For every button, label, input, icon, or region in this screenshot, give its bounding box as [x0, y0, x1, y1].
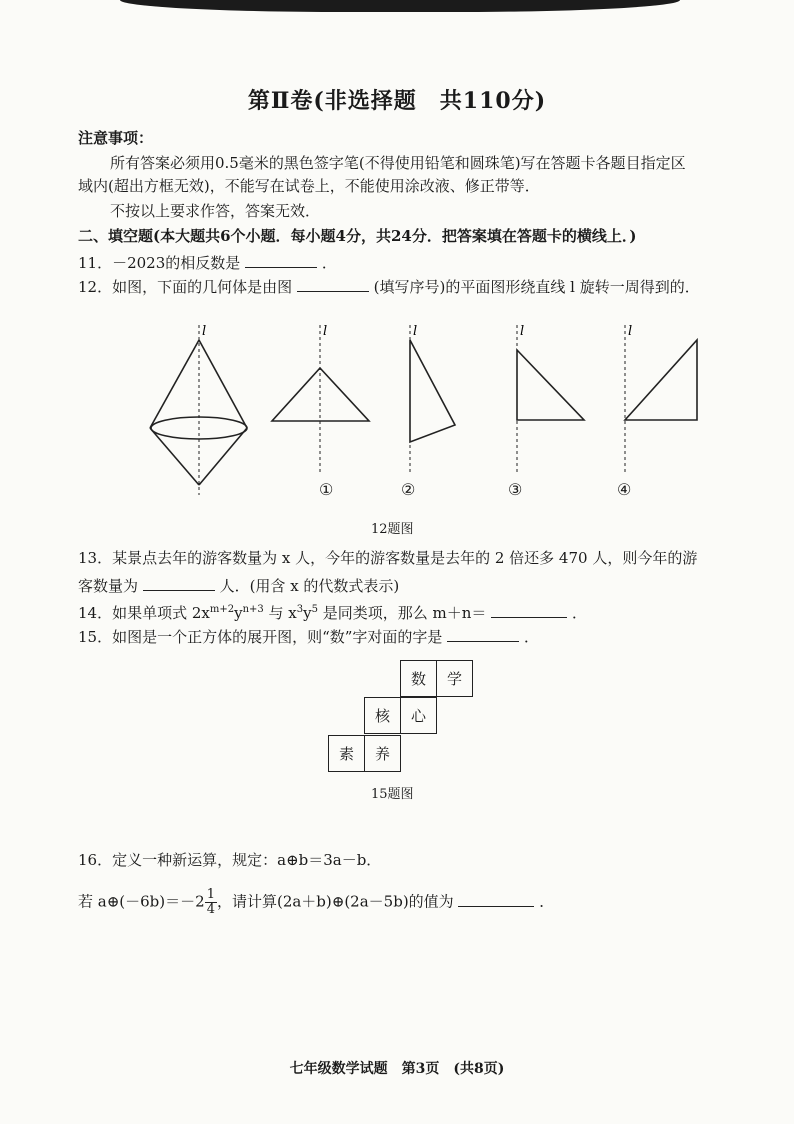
axis-label-3: l — [520, 324, 525, 339]
option-4-label: ④ — [617, 480, 632, 499]
option-1-shape — [272, 325, 369, 475]
figure-12-caption: 12题图 — [371, 522, 414, 537]
figure-15-caption: 15题图 — [371, 787, 414, 802]
q12-text-b: (填写序号)的平面图形绕直线 l 旋转一周得到的． — [373, 278, 700, 296]
axis-label-2: l — [413, 324, 418, 339]
q14-part-a: 14．如果单项式 2x — [78, 604, 210, 622]
net-cell-su: 素 — [328, 735, 365, 772]
page-footer: 七年级数学试题 第3页 (共8页) — [289, 1061, 505, 1077]
option-2-label: ② — [401, 480, 416, 499]
option-1-label: ① — [319, 480, 334, 499]
q16-answer-blank[interactable] — [458, 890, 534, 907]
q11-text: 11．－2023的相反数是 — [78, 254, 241, 272]
question-13-line2 — [78, 574, 399, 596]
net-cell-xue: 学 — [436, 660, 473, 697]
q14-exponent-4: 5 — [311, 604, 318, 615]
q14-exponent-3: 3 — [296, 604, 304, 615]
q12-text-a: 12．如图，下面的几何体是由图 — [78, 278, 293, 296]
q13-text-b: 人．(用含 x 的代数式表示) — [219, 577, 400, 595]
net-cell-he: 核 — [364, 697, 401, 734]
net-cell-shu: 数 — [400, 660, 437, 697]
q15-text: 15．如图是一个正方体的展开图，则“数”字对面的字是 — [78, 628, 443, 646]
q14-exponent-2: n+3 — [242, 604, 264, 615]
page-title: 第Ⅱ卷(非选择题 共110分) — [247, 88, 547, 114]
net-cell-xin: 心 — [400, 697, 437, 734]
option-3-label: ③ — [508, 480, 523, 499]
question-13-line1: 13．某景点去年的游客数量为 x 人，今年的游客数量是去年的 2 倍还多 470 人，则今年的游 — [78, 549, 698, 567]
net-cell-yang: 养 — [364, 735, 401, 772]
axis-label-1: l — [323, 324, 328, 339]
option-3-shape — [517, 325, 584, 475]
fraction-one-quarter — [205, 888, 217, 917]
option-2-shape — [410, 325, 455, 475]
q14-exponent-1: m+2 — [209, 604, 235, 615]
q14-answer-blank[interactable] — [491, 601, 567, 618]
question-14 — [78, 600, 587, 623]
q14-part-c: 与 x — [263, 604, 297, 622]
notice-heading: 注意事项： — [78, 129, 154, 147]
q15-answer-blank[interactable] — [447, 625, 519, 642]
notice-paragraph-1b: 域内(超出方框无效)，不能写在试卷上，不能使用涂改液、修正带等． — [78, 177, 540, 195]
question-16-line2 — [78, 888, 554, 917]
section-heading: 二、填空题(本大题共6个小题．每小题4分，共24分．把答案填在答题卡的横线上．) — [78, 227, 637, 245]
notice-paragraph-1a: 所有答案必须用0.5毫米的黑色签字笔(不得使用铅笔和圆珠笔)写在答题卡各题目指定区 — [110, 154, 686, 172]
q14-part-e: 是同类项，那么 m＋n＝ — [318, 604, 487, 622]
q14-end: ． — [571, 604, 587, 622]
q16-end: ． — [539, 892, 555, 911]
q14-part-b: y — [234, 604, 243, 622]
q11-end: ． — [321, 254, 337, 272]
question-16-line1: 16．定义一种新运算，规定：a⊕b＝3a－b． — [78, 851, 382, 869]
q16-text-b: ，请计算(2a＋b)⊕(2a－5b)的值为 — [216, 892, 454, 911]
q16-text-a: 若 a⊕(－6b)＝－2 — [78, 892, 205, 911]
q14-part-d: y — [303, 604, 312, 622]
notice-paragraph-2: 不按以上要求作答，答案无效． — [110, 202, 321, 220]
q13-answer-blank[interactable] — [143, 574, 215, 591]
q13-text-a: 客数量为 — [78, 577, 139, 595]
axis-label-solid: l — [202, 324, 207, 339]
q15-end: ． — [524, 628, 540, 646]
figure-12 — [0, 0, 794, 540]
fraction-denominator: 4 — [206, 902, 215, 917]
option-4-shape — [625, 325, 697, 475]
double-cone-solid — [150, 325, 247, 495]
fraction-numerator: 1 — [206, 887, 215, 902]
question-15 — [78, 625, 539, 647]
axis-label-4: l — [628, 324, 633, 339]
